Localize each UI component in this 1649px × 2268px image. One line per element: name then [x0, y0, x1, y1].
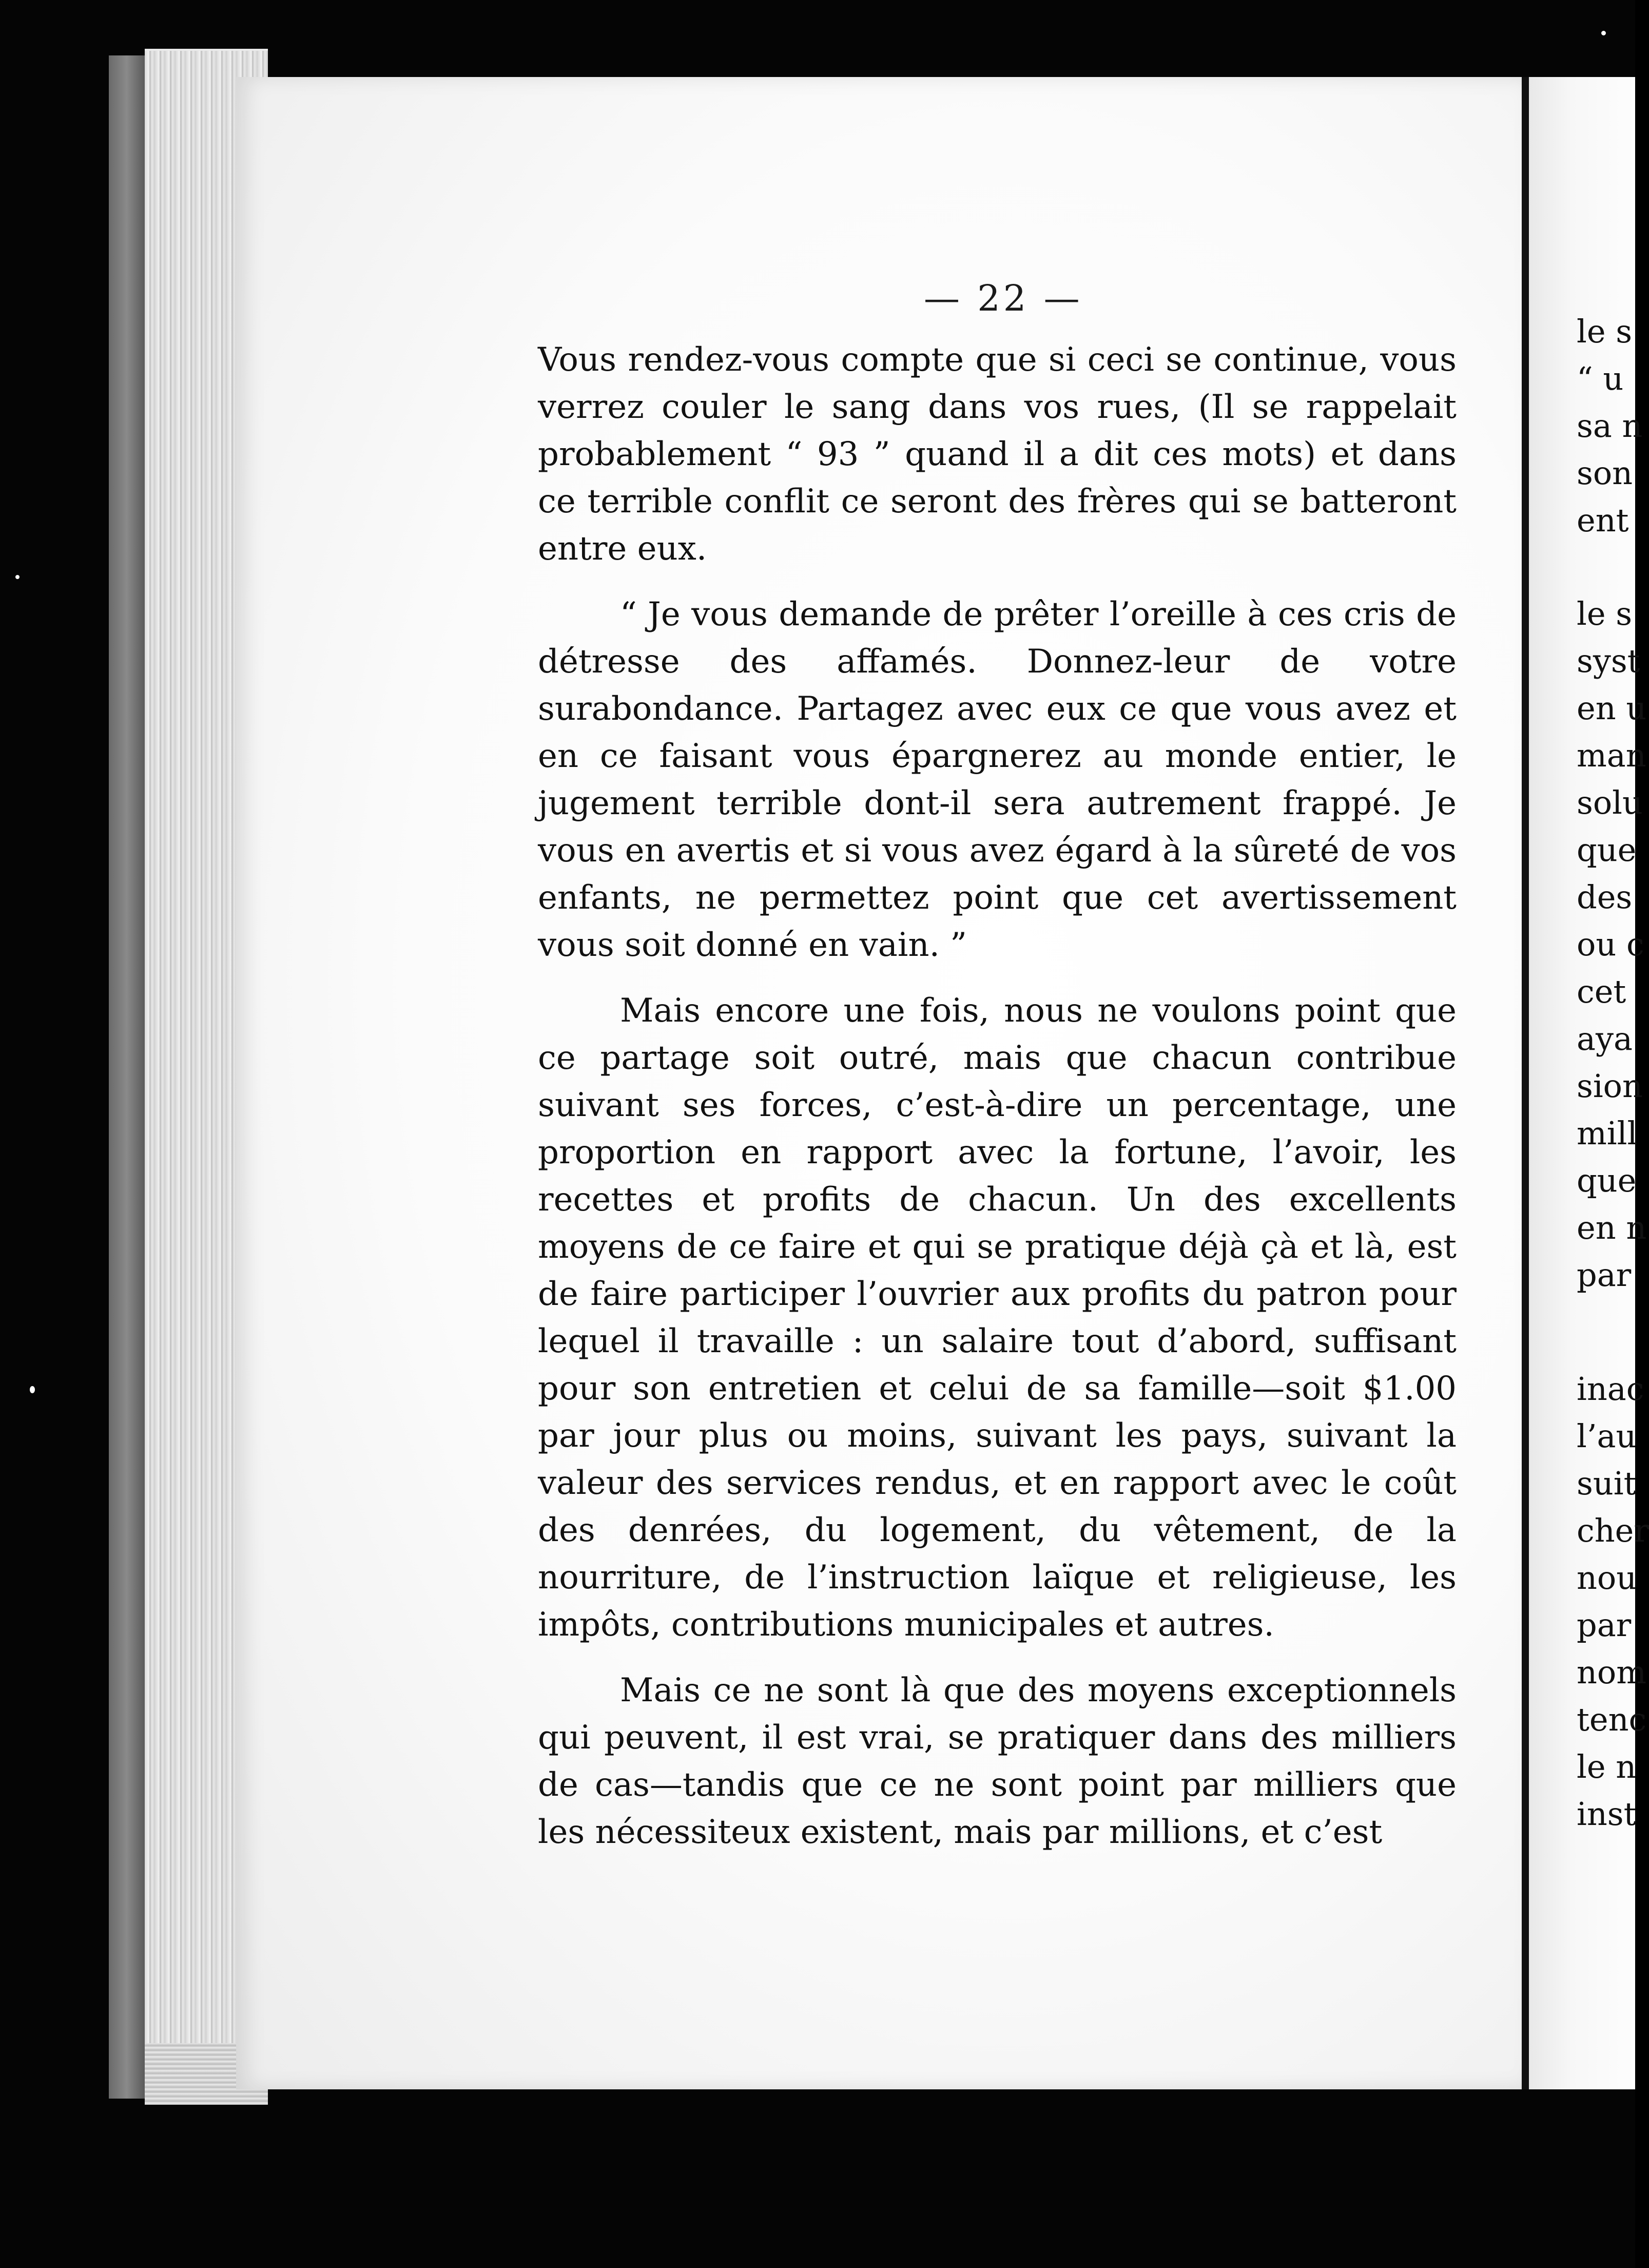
right-line: ou c: [1577, 926, 1644, 963]
right-line: mill: [1577, 1114, 1638, 1152]
right-line: par: [1577, 1606, 1632, 1644]
right-page-text-fragment: [1577, 308, 1649, 1838]
right-line: par: [1577, 1256, 1632, 1294]
right-line: en n: [1577, 1209, 1647, 1246]
film-speck: [30, 1386, 35, 1393]
right-line: des: [1577, 878, 1633, 916]
right-line: suit: [1577, 1465, 1637, 1502]
book-cover-edge: [109, 55, 145, 2099]
paragraph-1: Vous rendez-vous compte que si ceci se continue, vous verrez couler le sang dans vos rues, (Il se rappelait probablement “ 93 ” quand il a dit ces mots) et dans ce terrible conflit ce seront des frères qui se batteront entre eux.: [538, 341, 1457, 568]
right-line: nom: [1577, 1654, 1647, 1691]
right-line: inst: [1577, 1795, 1637, 1833]
paragraph-2: “ Je vous demande de prêter l’oreille à ces cris de détresse des affamés. Donnez-leur de votre surabondance. Partagez avec eux ce que vous avez et en ce faisant vous épargnerez au monde entier, le jugement terrible dont-il sera autrement frappé. Je vous en avertis et si vous avez égard à la sûreté de vos enfants, ne permettez point que cet avertissement vous soit donné en vain. ”: [538, 595, 1457, 964]
right-line: “ u: [1577, 360, 1624, 397]
paragraph-gap: [1577, 544, 1635, 590]
right-line: sion: [1577, 1067, 1643, 1105]
right-line: tenc: [1577, 1701, 1647, 1738]
right-line: ent: [1577, 502, 1629, 539]
right-line: que: [1577, 1162, 1637, 1199]
page-number: — 22 —: [924, 277, 1083, 319]
right-line: syst: [1577, 642, 1640, 680]
page-gutter: [1522, 77, 1529, 2089]
right-line: que: [1577, 831, 1637, 869]
film-speck: [1601, 31, 1606, 35]
right-line: cher: [1577, 1512, 1649, 1549]
right-line: aya: [1577, 1020, 1633, 1058]
right-line: le s: [1577, 595, 1633, 632]
right-line: nou: [1577, 1559, 1637, 1597]
right-line: sa n: [1577, 407, 1643, 445]
paragraph-4: Mais ce ne sont là que des moyens exceptionnels qui peuvent, il est vrai, se pratiquer dans des milliers de cas—tandis que ce ne sont point par milliers que les nécessiteux existent, mais par millions, et c’est: [538, 1671, 1457, 1851]
right-line: le n: [1577, 1748, 1637, 1785]
right-line: en u: [1577, 689, 1647, 727]
paragraph-gap: [1577, 1299, 1635, 1366]
right-line: solu: [1577, 784, 1643, 821]
film-speck: [15, 575, 20, 579]
left-page-text: [538, 336, 1457, 1874]
right-line: cet: [1577, 973, 1626, 1010]
paragraph-3: Mais encore une fois, nous ne voulons point que ce partage soit outré, mais que chacun contribue suivant ses forces, c’est-à-dire un percentage, une proportion en rapport avec la fortune, l’avoir, les recettes et profits de chacun. Un des excellents moyens de ce faire et qui se pratique déjà çà et là, est de faire participer l’ouvrier aux profits du patron pour lequel il travaille : un salaire tout d’abord, suffisant pour son entretien et celui de sa famille—soit $1.00 par jour plus ou moins, suivant les pays, suivant la valeur des services rendus, et en rapport avec le coût des denrées, du logement, du vêtement, de la nourriture, de l’instruction laïque et religieuse, les impôts, contributions municipales et autres.: [538, 992, 1457, 1644]
right-line: l’au: [1577, 1417, 1637, 1455]
right-line: son: [1577, 454, 1633, 492]
right-line: inac: [1577, 1370, 1644, 1408]
right-line: man: [1577, 737, 1646, 774]
right-line: le s: [1577, 313, 1633, 350]
